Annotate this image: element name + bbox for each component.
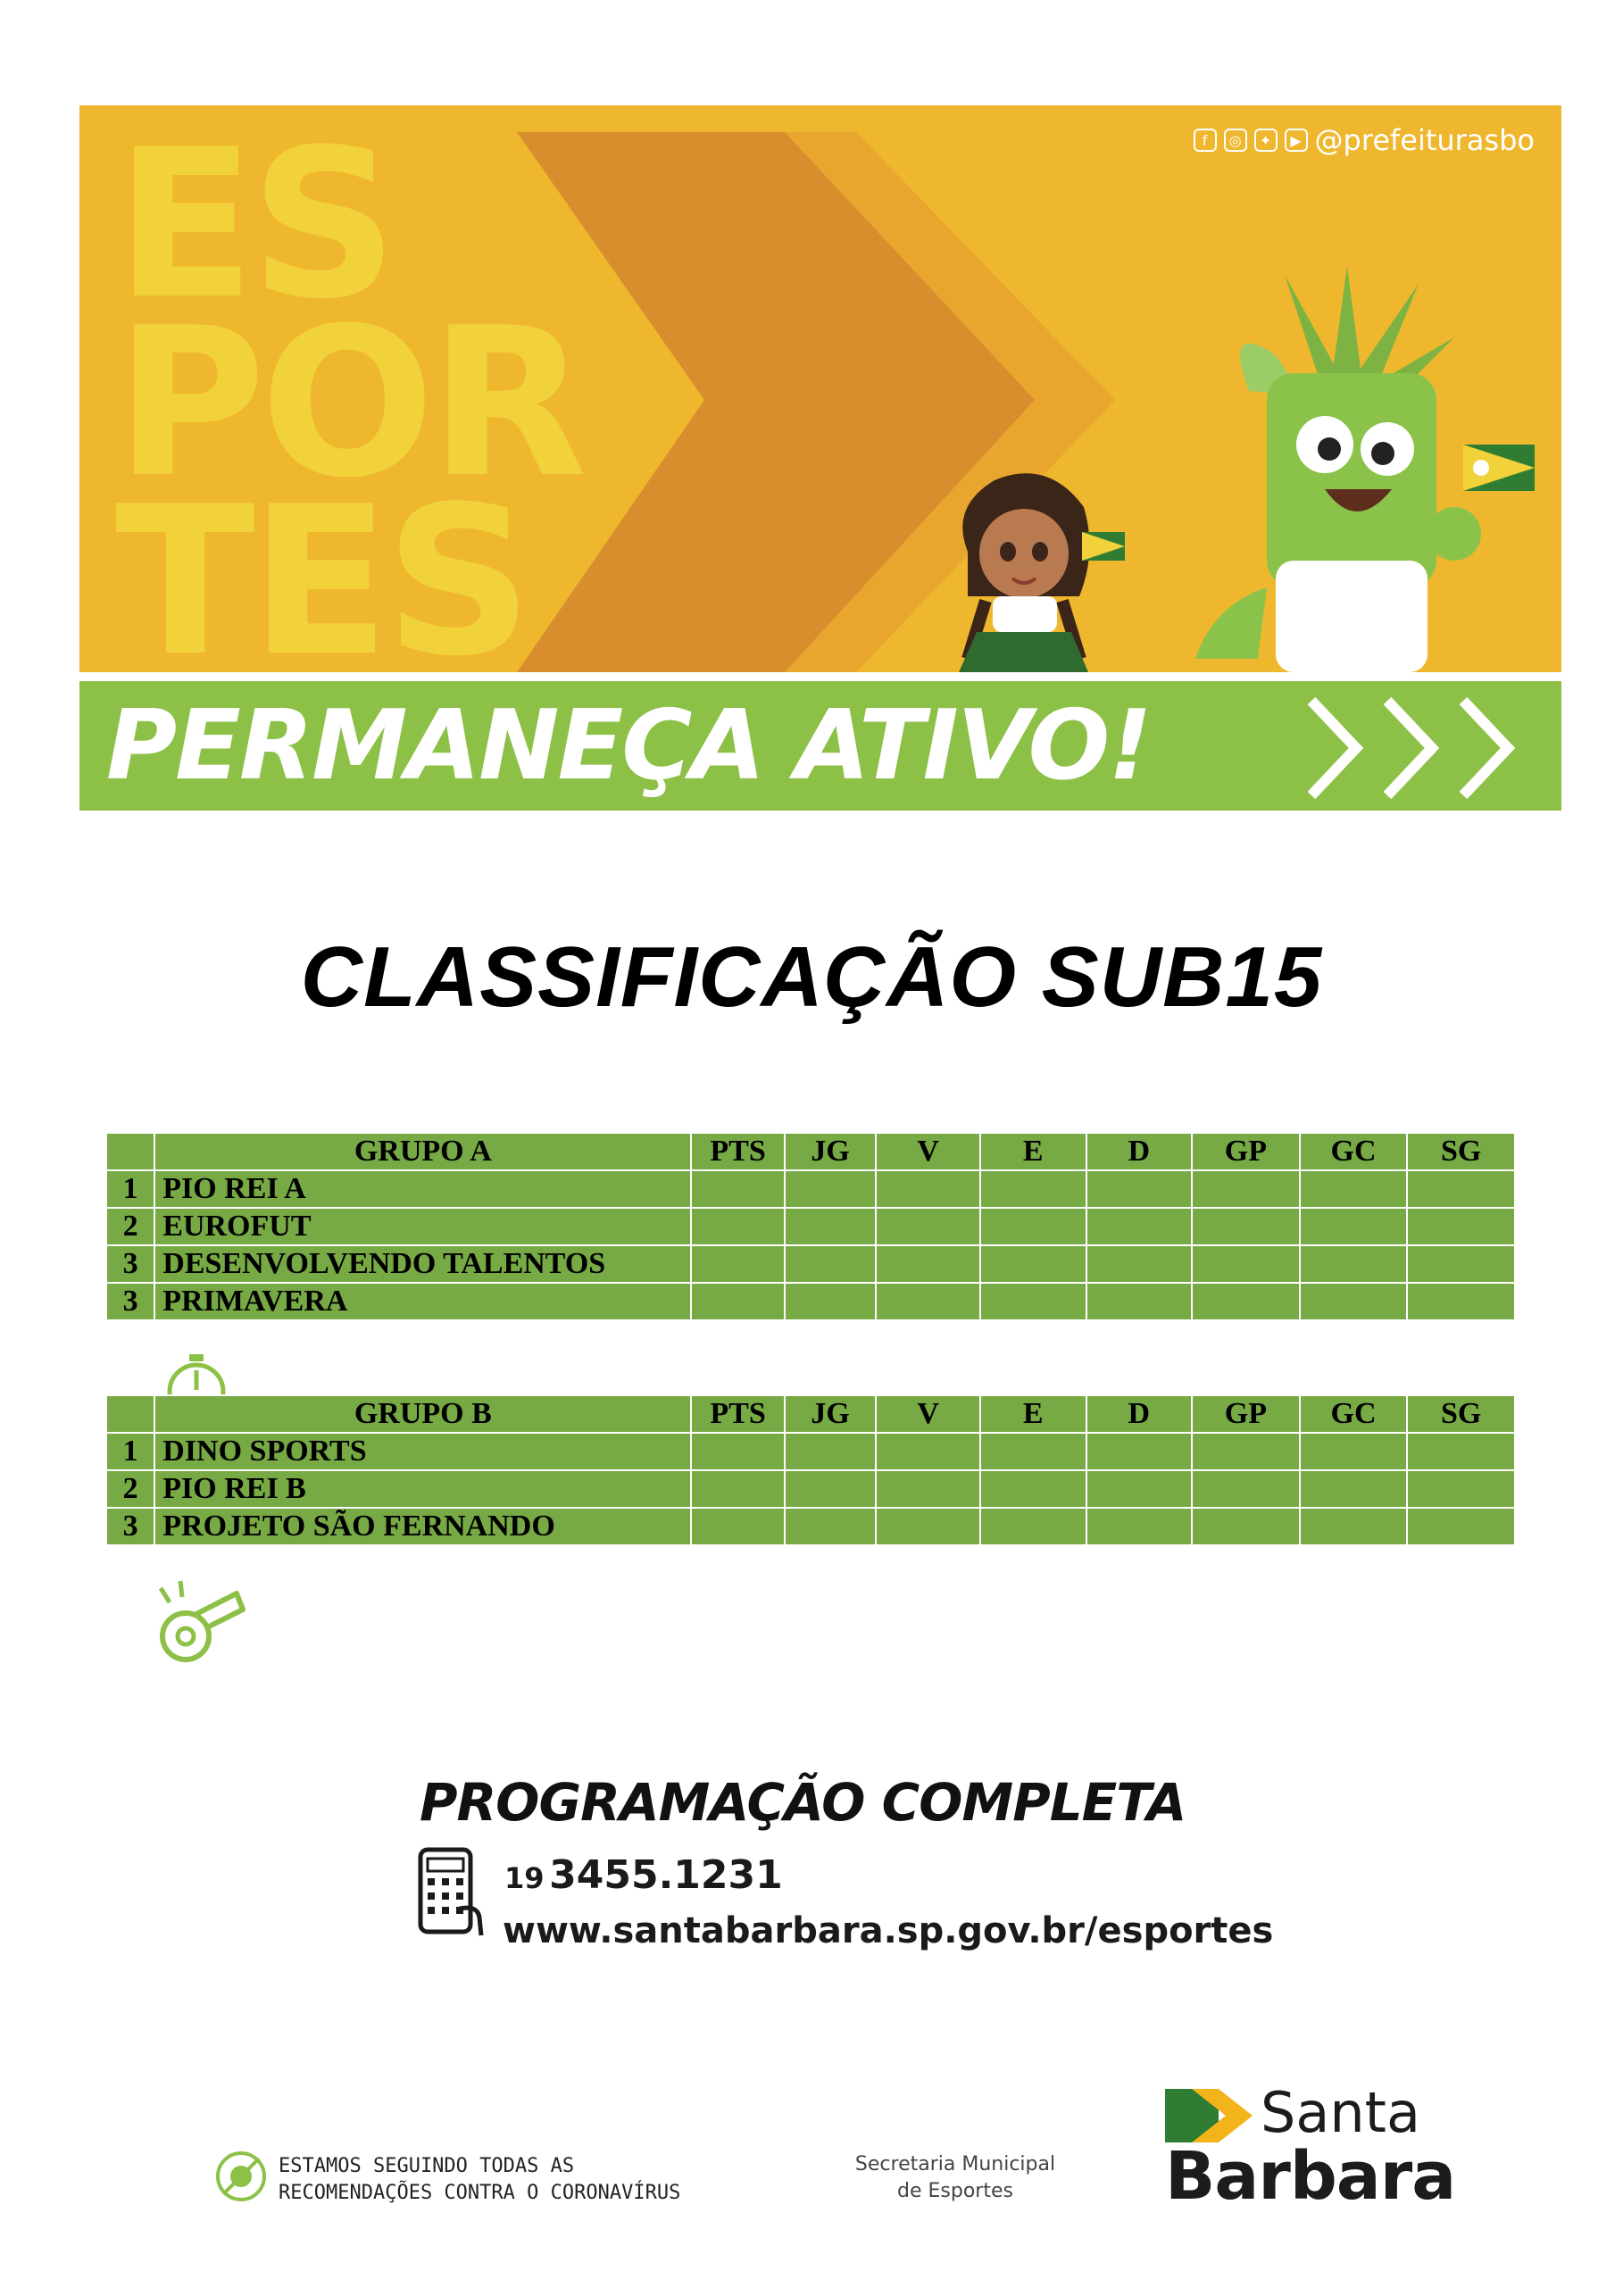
stat-cell [691, 1170, 785, 1208]
youtube-icon[interactable]: ▶ [1285, 129, 1308, 152]
stat-cell [1300, 1208, 1408, 1245]
stat-cell [1192, 1470, 1300, 1508]
whistle-icon [152, 1576, 246, 1669]
stat-cell [785, 1170, 877, 1208]
virus-icon [214, 2150, 268, 2203]
header-e: E [980, 1133, 1086, 1170]
header-gc: GC [1300, 1395, 1408, 1433]
stat-cell [785, 1470, 877, 1508]
social-links [1194, 123, 1535, 157]
stat-cell [1192, 1245, 1300, 1283]
team-name: DINO SPORTS [154, 1433, 691, 1470]
header-pts: PTS [691, 1133, 785, 1170]
header-d: D [1086, 1133, 1193, 1170]
stat-cell [785, 1433, 877, 1470]
stat-cell [1086, 1508, 1193, 1547]
stat-cell [980, 1283, 1086, 1322]
covid-notice [279, 2153, 680, 2207]
header-pos [106, 1133, 154, 1170]
row-position: 1 [106, 1170, 154, 1208]
stat-cell [1192, 1208, 1300, 1245]
stat-cell [876, 1208, 980, 1245]
row-position: 1 [106, 1433, 154, 1470]
stat-cell [1300, 1433, 1408, 1470]
secretaria-line-2: de Esportes [897, 2180, 1013, 2202]
stat-cell [785, 1208, 877, 1245]
stat-cell [1300, 1170, 1408, 1208]
header-pts: PTS [691, 1395, 785, 1433]
row-position: 3 [106, 1245, 154, 1283]
banner [79, 105, 1561, 811]
stat-cell [1300, 1508, 1408, 1547]
stat-cell [691, 1283, 785, 1322]
stat-cell [980, 1208, 1086, 1245]
stat-cell [1407, 1433, 1515, 1470]
program-title: PROGRAMAÇÃO COMPLETA [420, 1772, 1186, 1833]
row-position: 2 [106, 1208, 154, 1245]
team-name: PIO REI A [154, 1170, 691, 1208]
stat-cell [691, 1470, 785, 1508]
table-row [106, 1433, 1515, 1470]
banner-letters-3: TES [115, 463, 528, 672]
stat-cell [1086, 1208, 1193, 1245]
header-e: E [980, 1395, 1086, 1433]
website-link[interactable]: www.santabarbara.sp.gov.br/esportes [503, 1910, 1274, 1951]
stat-cell [980, 1508, 1086, 1547]
header-sg: SG [1407, 1133, 1515, 1170]
stat-cell [980, 1170, 1086, 1208]
banner-letters-1: ES [115, 106, 393, 345]
team-name: PRIMAVERA [154, 1283, 691, 1322]
banner-image [79, 105, 1561, 672]
plant-mascot-illustration [1133, 266, 1544, 672]
row-position: 3 [106, 1283, 154, 1322]
logo-text-barbara: Barbara [1165, 2138, 1456, 2215]
table-row [106, 1208, 1515, 1245]
slogan-arrows [1294, 690, 1561, 806]
group-name: GRUPO A [154, 1133, 691, 1170]
header-jg: JG [785, 1133, 877, 1170]
header-jg: JG [785, 1395, 877, 1433]
header-sg: SG [1407, 1395, 1515, 1433]
table-row [106, 1283, 1515, 1322]
team-name: DESENVOLVENDO TALENTOS [154, 1245, 691, 1283]
stopwatch-icon [161, 1352, 232, 1397]
covid-line-1: ESTAMOS SEGUINDO TODAS AS [279, 2155, 575, 2177]
table-header-row [106, 1133, 1515, 1170]
group-name: GRUPO B [154, 1395, 691, 1433]
slogan-text: PERMANEÇA ATIVO! [106, 690, 1151, 802]
banner-letters-2: POR [115, 285, 583, 523]
header-gp: GP [1192, 1395, 1300, 1433]
table-row [106, 1170, 1515, 1208]
stat-cell [1407, 1283, 1515, 1322]
stat-cell [1086, 1283, 1193, 1322]
team-name: PROJETO SÃO FERNANDO [154, 1508, 691, 1547]
table-row [106, 1508, 1515, 1547]
stat-cell [1086, 1170, 1193, 1208]
header-d: D [1086, 1395, 1193, 1433]
stat-cell [980, 1470, 1086, 1508]
header-pos [106, 1395, 154, 1433]
stat-cell [876, 1470, 980, 1508]
stat-cell [1407, 1245, 1515, 1283]
table-header-row [106, 1395, 1515, 1433]
stat-cell [1300, 1283, 1408, 1322]
covid-line-2: RECOMENDAÇÕES CONTRA O CORONAVÍRUS [279, 2182, 681, 2204]
stat-cell [1192, 1283, 1300, 1322]
stat-cell [1086, 1470, 1193, 1508]
page-title: CLASSIFICAÇÃO SUB15 [300, 929, 1323, 1025]
stat-cell [1086, 1433, 1193, 1470]
stat-cell [1300, 1245, 1408, 1283]
instagram-icon[interactable]: ◎ [1224, 129, 1247, 152]
table-row [106, 1470, 1515, 1508]
row-position: 2 [106, 1470, 154, 1508]
logo-text-santa: Santa [1261, 2080, 1420, 2145]
phone-number[interactable]: 3455.1231 [549, 1852, 783, 1898]
team-name: PIO REI B [154, 1470, 691, 1508]
table-row [106, 1245, 1515, 1283]
stat-cell [1407, 1170, 1515, 1208]
slogan-bar [79, 681, 1561, 811]
secretaria-line-1: Secretaria Municipal [854, 2153, 1056, 2175]
stat-cell [876, 1508, 980, 1547]
stat-cell [876, 1170, 980, 1208]
stat-cell [691, 1245, 785, 1283]
stat-cell [785, 1245, 877, 1283]
stat-cell [1086, 1245, 1193, 1283]
stat-cell [1192, 1508, 1300, 1547]
stat-cell [785, 1508, 877, 1547]
standings-table-group-b [105, 1394, 1516, 1549]
stat-cell [1407, 1508, 1515, 1547]
stat-cell [1192, 1170, 1300, 1208]
team-name: EUROFUT [154, 1208, 691, 1245]
stat-cell [876, 1433, 980, 1470]
standings-table-group-a [105, 1132, 1516, 1324]
header-v: V [876, 1133, 980, 1170]
header-gc: GC [1300, 1133, 1408, 1170]
facebook-icon[interactable]: f [1194, 129, 1217, 152]
area-code: 19 [504, 1861, 545, 1895]
stat-cell [1300, 1470, 1408, 1508]
twitter-icon[interactable]: ✦ [1254, 129, 1278, 152]
secretaria-label [803, 2151, 1107, 2205]
row-position: 3 [106, 1508, 154, 1547]
stat-cell [691, 1508, 785, 1547]
stat-cell [1407, 1470, 1515, 1508]
stat-cell [876, 1283, 980, 1322]
stat-cell [785, 1283, 877, 1322]
stat-cell [691, 1208, 785, 1245]
stat-cell [980, 1245, 1086, 1283]
social-handle[interactable]: @prefeiturasbo [1314, 123, 1535, 157]
phone-icon [415, 1846, 487, 1940]
stat-cell [1407, 1208, 1515, 1245]
stat-cell [1192, 1433, 1300, 1470]
header-gp: GP [1192, 1133, 1300, 1170]
stat-cell [876, 1245, 980, 1283]
stat-cell [980, 1433, 1086, 1470]
header-v: V [876, 1395, 980, 1433]
phone-line [504, 1852, 783, 1898]
stat-cell [691, 1433, 785, 1470]
